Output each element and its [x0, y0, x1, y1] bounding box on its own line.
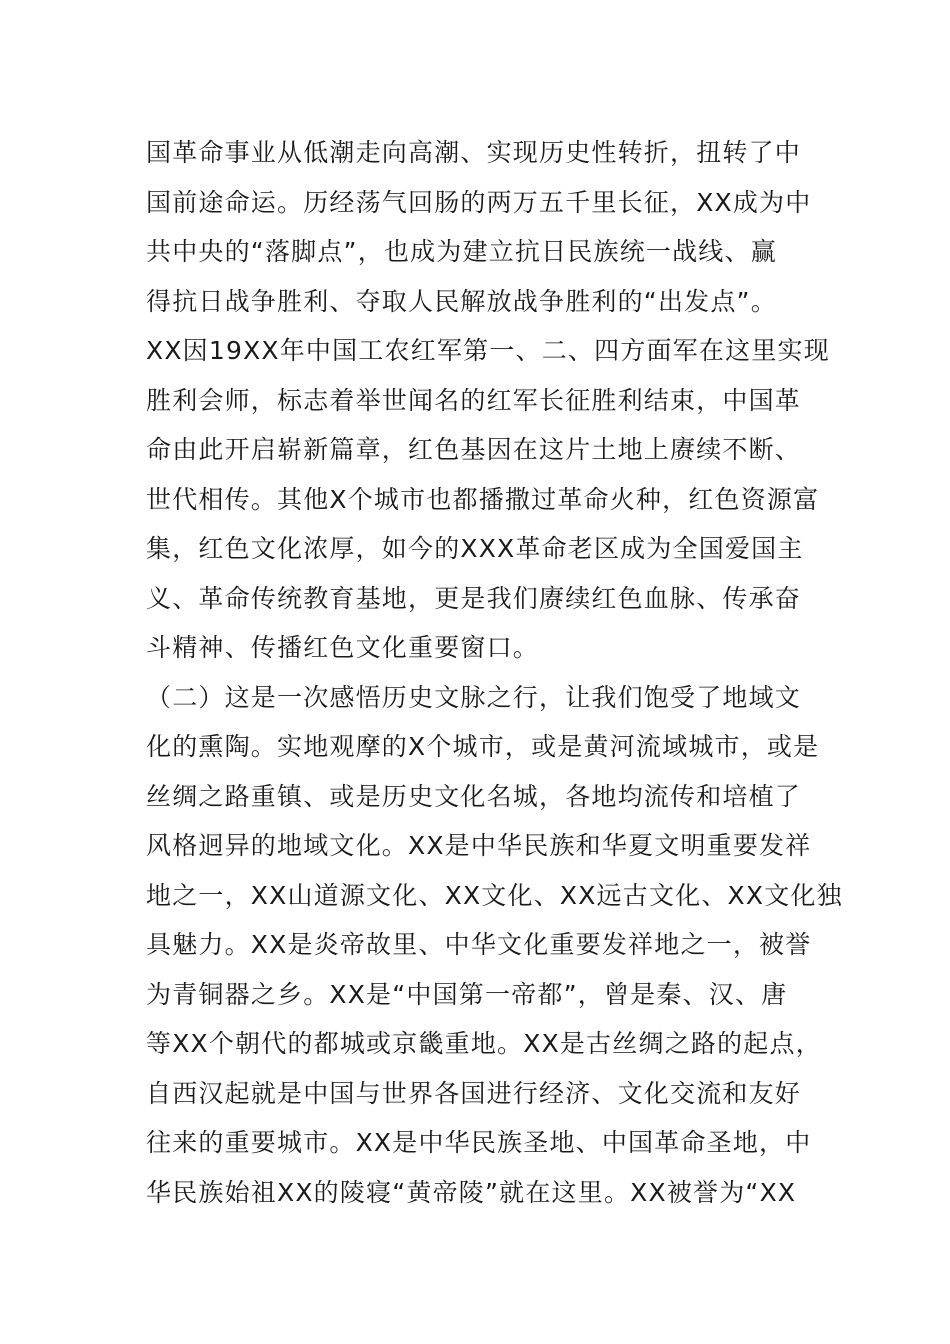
text-line: 命由此开启崭新篇章，红色基因在这片土地上赓续不断、 [146, 435, 802, 464]
text-line: 国前途命运。历经荡气回肠的两万五千里长征，XX成为中 [146, 187, 812, 217]
text-line: 世代相传。其他X个城市也都播撒过革命火种，红色资源富 [146, 484, 820, 514]
text-line: XX因19XX年中国工农红军第一、二、四方面军在这里实现 [146, 336, 830, 365]
text-line: 等XX个朝代的都城或京畿重地。XX是古丝绸之路的起点， [146, 1029, 822, 1058]
text-line: 为青铜器之乡。XX是“中国第一帝都”，曾是秦、汉、唐 [146, 979, 788, 1009]
document-body-text [146, 128, 843, 1217]
text-line: 丝绸之路重镇、或是历史文化名城，各地均流传和培植了 [146, 781, 802, 811]
text-line: 具魅力。XX是炎帝故里、中华文化重要发祥地之一，被誉 [146, 930, 812, 959]
text-line: 义、革命传统教育基地，更是我们赓续红色血脉、传承奋 [146, 583, 802, 613]
text-line: 往来的重要城市。XX是中华民族圣地、中国革命圣地，中 [146, 1128, 812, 1157]
text-line: 自西汉起就是中国与世界各国进行经济、文化交流和友好 [146, 1078, 802, 1108]
text-line: 华民族始祖XX的陵寝“黄帝陵”就在这里。XX被誉为“XX [146, 1177, 797, 1207]
section-heading-line: （二）这是一次感悟历史文脉之行，让我们饱受了地域文 [146, 682, 802, 712]
text-line: 集，红色文化浓厚，如今的XXX革命老区成为全国爱国主 [146, 534, 804, 563]
text-line: 地之一，XX山道源文化、XX文化、XX远古文化、XX文化独 [146, 880, 843, 910]
text-line: 得抗日战争胜利、夺取人民解放战争胜利的“出发点”。 [146, 286, 777, 316]
text-line: 胜利会师，标志着举世闻名的红军长征胜利结束，中国革 [146, 385, 802, 415]
text-line: 斗精神、传播红色文化重要窗口。 [146, 633, 540, 662]
text-line: 国革命事业从低潮走向高潮、实现历史性转折，扭转了中 [146, 138, 802, 167]
text-line: 共中央的“落脚点”，也成为建立抗日民族统一战线、赢 [146, 237, 777, 266]
text-line: 风格迥异的地域文化。XX是中华民族和华夏文明重要发祥 [146, 831, 812, 860]
text-line: 化的熏陶。实地观摩的X个城市，或是黄河流域城市，或是 [146, 732, 820, 761]
